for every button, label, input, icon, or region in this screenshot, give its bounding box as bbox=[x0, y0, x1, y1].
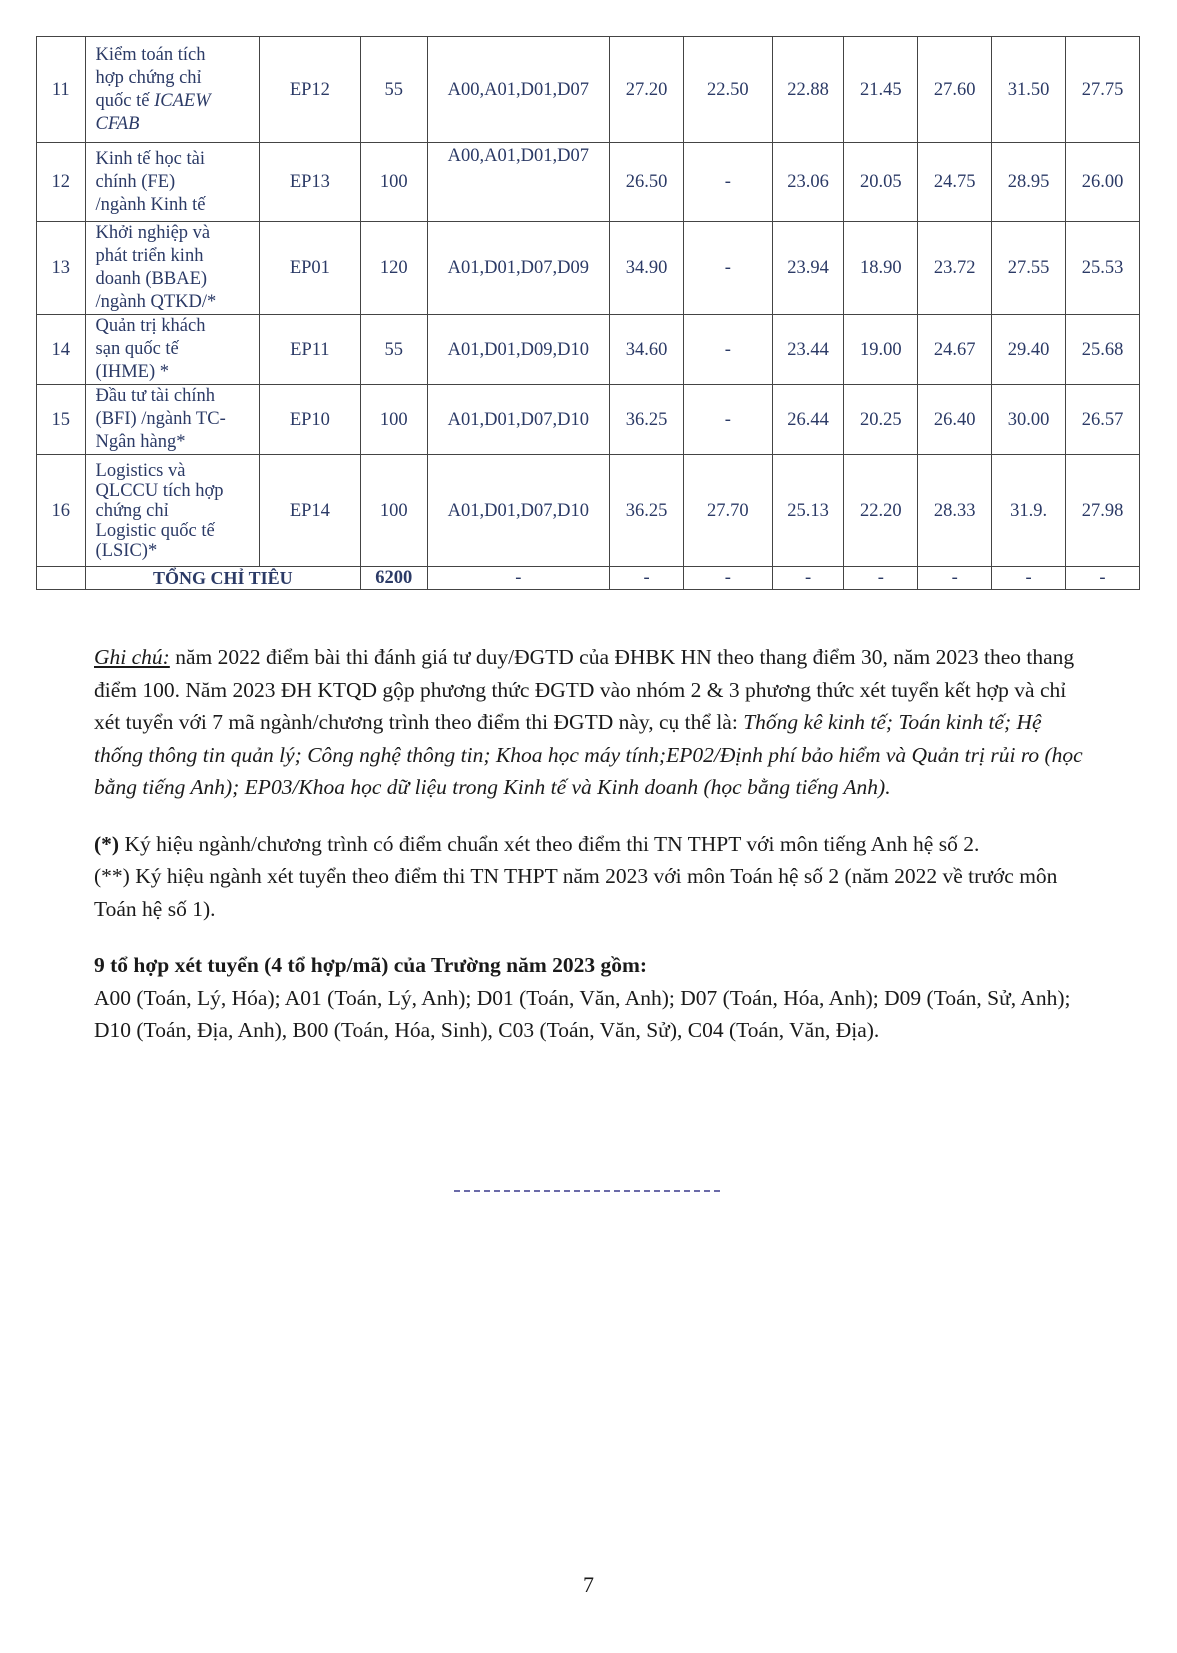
program-name-line: Đầu tư tài chính bbox=[95, 386, 216, 406]
program-name-line: /ngành Kinh tế bbox=[95, 194, 206, 215]
total-quota-cell: 6200 bbox=[361, 567, 427, 590]
program-name-line: chính (FE) bbox=[95, 171, 176, 192]
row-number-cell: 11 bbox=[37, 37, 86, 143]
score-cell: 20.05 bbox=[844, 143, 918, 222]
score-cell: 22.88 bbox=[772, 37, 844, 143]
table-row bbox=[37, 37, 1140, 143]
row-number-cell: 14 bbox=[37, 315, 86, 385]
score-cell: 34.60 bbox=[610, 315, 684, 385]
program-name-line: Logistic quốc tế bbox=[95, 520, 215, 541]
combination-cell: A00,A01,D01,D07 bbox=[427, 143, 610, 222]
score-cell: 23.72 bbox=[918, 222, 992, 315]
total-dash-cell: - bbox=[683, 567, 772, 590]
program-code-cell: EP01 bbox=[259, 222, 360, 315]
score-cell: 27.55 bbox=[992, 222, 1066, 315]
score-cell: 21.45 bbox=[844, 37, 918, 143]
program-name-cell bbox=[85, 143, 259, 222]
note-text: năm 2022 điểm bài thi đánh giá tư duy/ĐGTD của ĐHBK HN theo thang điểm 30, năm 2023 theo thang điểm 100. Năm 2023 ĐH KTQD gộp phương thức ĐGTD vào nhóm 2 & 3 phương thức xét tuyển kết hợp và chỉ xét tuyển với 7 mã ngành/chương trình theo điểm thi ĐGTD này, cụ thể là: bbox=[94, 645, 1075, 734]
quota-cell: 120 bbox=[361, 222, 427, 315]
program-name-line: CFAB bbox=[95, 113, 140, 134]
score-cell: 26.57 bbox=[1066, 385, 1140, 455]
score-cell: 34.90 bbox=[610, 222, 684, 315]
note-label: Ghi chú: bbox=[94, 645, 170, 669]
program-name-line: sạn quốc tế bbox=[95, 339, 179, 359]
table-row bbox=[37, 222, 1140, 315]
row-number-cell: 15 bbox=[37, 385, 86, 455]
table-row bbox=[37, 143, 1140, 222]
quota-cell: 100 bbox=[361, 455, 427, 567]
table-row bbox=[37, 385, 1140, 455]
program-code-cell: EP14 bbox=[259, 455, 360, 567]
score-cell: 26.00 bbox=[1066, 143, 1140, 222]
quota-cell: 55 bbox=[361, 315, 427, 385]
program-name-line: Quản trị khách bbox=[95, 316, 206, 336]
table-row bbox=[37, 315, 1140, 385]
note-double-star: (**) Ký hiệu ngành xét tuyển theo điểm thi TN THPT năm 2023 với môn Toán hệ số 2 (năm 2022 về trước môn Toán hệ số 1). bbox=[94, 864, 1058, 921]
program-name-line: Kinh tế học tài bbox=[95, 148, 205, 169]
combos-heading: 9 tổ hợp xét tuyển (4 tổ hợp/mã) của Trường năm 2023 gồm: bbox=[94, 953, 648, 977]
total-row bbox=[37, 567, 1140, 590]
score-cell: 19.00 bbox=[844, 315, 918, 385]
program-name-line: hợp chứng chỉ bbox=[95, 67, 202, 88]
program-name-cell bbox=[85, 385, 259, 455]
combination-cell: A01,D01,D07,D10 bbox=[427, 385, 610, 455]
single-star-text: Ký hiệu ngành/chương trình có điểm chuẩn xét theo điểm thi TN THPT với môn tiếng Anh hệ số 2. bbox=[119, 831, 980, 856]
program-code-cell: EP12 bbox=[259, 37, 360, 143]
row-number-cell: 12 bbox=[37, 143, 86, 222]
score-cell: 27.98 bbox=[1066, 455, 1140, 567]
score-cell: 25.53 bbox=[1066, 222, 1140, 315]
quota-cell: 100 bbox=[361, 143, 427, 222]
program-name-line: Khởi nghiệp và bbox=[95, 223, 211, 243]
total-dash-cell: - bbox=[918, 567, 992, 590]
score-cell: 26.40 bbox=[918, 385, 992, 455]
note-italic-programs: Thống kê kinh tế; Toán kinh tế; Hệ thống thông tin quản lý; Công nghệ thông tin; Khoa học máy tính;EP02/Định phí bảo hiểm và Quản trị rủi ro (học bằng tiếng Anh); EP03/Khoa học dữ liệu trong Kinh tế và Kinh doanh (học bằng tiếng Anh). bbox=[94, 710, 1083, 799]
score-cell: 20.25 bbox=[844, 385, 918, 455]
program-name-line: QLCCU tích hợp bbox=[95, 480, 224, 501]
score-cell: 36.25 bbox=[610, 385, 684, 455]
program-name-line: (LSIC)* bbox=[95, 540, 158, 561]
score-cell: 22.50 bbox=[683, 37, 772, 143]
score-cell: 27.75 bbox=[1066, 37, 1140, 143]
score-cell: - bbox=[683, 315, 772, 385]
single-star-mark: (*) bbox=[94, 831, 120, 856]
score-cell: 26.44 bbox=[772, 385, 844, 455]
score-cell: 24.75 bbox=[918, 143, 992, 222]
program-name-line: Ngân hàng* bbox=[95, 432, 186, 452]
note-single-star bbox=[94, 828, 1089, 861]
note-ghi-chu bbox=[94, 641, 1089, 804]
total-dash-cell: - bbox=[992, 567, 1066, 590]
program-name-line: Logistics và bbox=[95, 460, 186, 481]
program-name-line: chứng chỉ bbox=[95, 500, 169, 521]
program-name-line: (IHME) * bbox=[95, 362, 170, 382]
program-name-cell bbox=[85, 455, 259, 567]
score-cell: 31.50 bbox=[992, 37, 1066, 143]
total-dash-cell: - bbox=[1066, 567, 1140, 590]
total-dash-cell: - bbox=[844, 567, 918, 590]
score-cell: 28.33 bbox=[918, 455, 992, 567]
total-dash-cell: - bbox=[610, 567, 684, 590]
program-name-line: doanh (BBAE) bbox=[95, 269, 208, 289]
score-cell: - bbox=[683, 385, 772, 455]
score-cell: 25.13 bbox=[772, 455, 844, 567]
admission-scores-table bbox=[36, 36, 1140, 590]
score-cell: - bbox=[683, 222, 772, 315]
total-label-cell: TỔNG CHỈ TIÊU bbox=[85, 567, 360, 590]
quota-cell: 55 bbox=[361, 37, 427, 143]
score-cell: 28.95 bbox=[992, 143, 1066, 222]
row-number-cell: 13 bbox=[37, 222, 86, 315]
combos-text: A00 (Toán, Lý, Hóa); A01 (Toán, Lý, Anh); D01 (Toán, Văn, Anh); D07 (Toán, Hóa, Anh); D09 (Toán, Sử, Anh); D10 (Toán, Địa, Anh), B00 (Toán, Hóa, Sinh), C03 (Toán, Văn, Sử), C04 (Toán, Văn, Địa). bbox=[94, 985, 1071, 1042]
total-spacer-cell bbox=[37, 567, 86, 590]
program-name-cell bbox=[85, 37, 259, 143]
score-cell: 27.70 bbox=[683, 455, 772, 567]
program-code-cell: EP11 bbox=[259, 315, 360, 385]
score-cell: 30.00 bbox=[992, 385, 1066, 455]
program-name-cell bbox=[85, 222, 259, 315]
score-cell: 18.90 bbox=[844, 222, 918, 315]
total-dash-cell: - bbox=[772, 567, 844, 590]
total-dash-cell: - bbox=[427, 567, 610, 590]
quota-cell: 100 bbox=[361, 385, 427, 455]
program-code-cell: EP13 bbox=[259, 143, 360, 222]
score-cell: 25.68 bbox=[1066, 315, 1140, 385]
combination-cell: A01,D01,D09,D10 bbox=[427, 315, 610, 385]
program-name-line: /ngành QTKD/* bbox=[95, 292, 217, 312]
score-cell: 29.40 bbox=[992, 315, 1066, 385]
table-row bbox=[37, 455, 1140, 567]
dashed-divider bbox=[454, 1190, 720, 1192]
program-name-line: Kiểm toán tích bbox=[95, 44, 206, 65]
combination-cell: A01,D01,D07,D09 bbox=[427, 222, 610, 315]
score-cell: 23.06 bbox=[772, 143, 844, 222]
program-name-line: phát triển kinh bbox=[95, 246, 204, 266]
program-name-line: (BFI) /ngành TC- bbox=[95, 409, 226, 429]
score-cell: 23.94 bbox=[772, 222, 844, 315]
score-cell: 23.44 bbox=[772, 315, 844, 385]
score-cell: 26.50 bbox=[610, 143, 684, 222]
notes-section bbox=[94, 641, 1089, 1047]
score-cell: - bbox=[683, 143, 772, 222]
combination-cell: A01,D01,D07,D10 bbox=[427, 455, 610, 567]
program-name-line: quốc tế ICAEW bbox=[95, 90, 211, 111]
program-name-cell bbox=[85, 315, 259, 385]
row-number-cell: 16 bbox=[37, 455, 86, 567]
score-cell: 24.67 bbox=[918, 315, 992, 385]
page-number: 7 bbox=[583, 1572, 594, 1597]
table-body bbox=[37, 37, 1140, 590]
combination-cell: A00,A01,D01,D07 bbox=[427, 37, 610, 143]
score-cell: 31.9. bbox=[992, 455, 1066, 567]
score-cell: 36.25 bbox=[610, 455, 684, 567]
score-cell: 27.20 bbox=[610, 37, 684, 143]
program-code-cell: EP10 bbox=[259, 385, 360, 455]
score-cell: 27.60 bbox=[918, 37, 992, 143]
score-cell: 22.20 bbox=[844, 455, 918, 567]
